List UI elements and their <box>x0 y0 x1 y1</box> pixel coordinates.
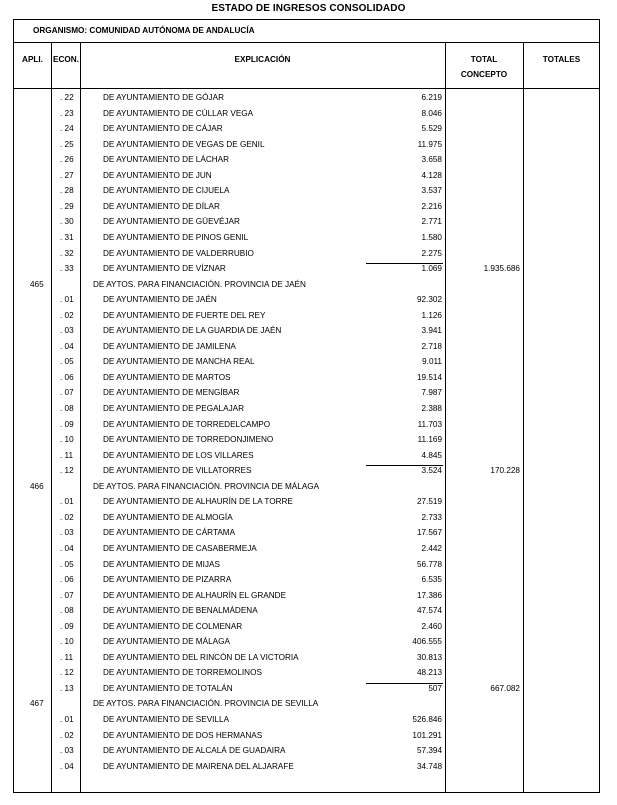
row-explicacion: DE AYUNTAMIENTO DE DOS HERMANAS <box>103 730 263 740</box>
row-econ: . 12 <box>60 668 74 678</box>
row-explicacion: DE AYUNTAMIENTO DE MIJAS <box>103 559 220 569</box>
table-row <box>0 326 617 341</box>
row-explicacion: DE AYUNTAMIENTO DE BENALMÁDENA <box>103 606 258 616</box>
table-row <box>0 653 617 668</box>
header-econ: ECON. <box>53 55 79 64</box>
table-row <box>0 513 617 528</box>
table-row <box>0 731 617 746</box>
row-amount: 5.529 <box>421 124 442 134</box>
row-explicacion: DE AYUNTAMIENTO DE MANCHA REAL <box>103 357 255 367</box>
row-explicacion: DE AYUNTAMIENTO DE GÓJAR <box>103 93 225 102</box>
row-explicacion: DE AYUNTAMIENTO DE CÚLLAR VEGA <box>103 108 254 118</box>
table-row <box>0 746 617 761</box>
row-explicacion: DE AYUNTAMIENTO DE ALCALÁ DE GUADAIRA <box>103 746 286 756</box>
row-explicacion: DE AYUNTAMIENTO DE JAÉN <box>103 295 217 305</box>
row-amount: 11.703 <box>417 419 442 429</box>
table-row <box>0 171 617 186</box>
row-amount: 9.011 <box>422 357 442 367</box>
row-amount: 2.460 <box>421 621 442 631</box>
row-econ: . 05 <box>60 559 74 569</box>
row-amount: 1.580 <box>421 232 442 242</box>
row-explicacion: DE AYUNTAMIENTO DE LÁCHAR <box>103 155 230 165</box>
row-explicacion: DE AYUNTAMIENTO DE PEGALAJAR <box>103 404 245 413</box>
row-econ: . 26 <box>60 155 74 165</box>
table-row <box>0 311 617 326</box>
row-explicacion: DE AYUNTAMIENTO DE JUN <box>103 170 212 180</box>
row-explicacion: DE AYUNTAMIENTO DE FUERTE DEL REY <box>103 310 266 320</box>
row-amount: 34.748 <box>416 761 442 771</box>
row-econ: . 08 <box>60 404 74 413</box>
table-row <box>0 373 617 388</box>
table-row <box>0 762 617 777</box>
row-explicacion: DE AYUNTAMIENTO DE VALDERRUBIO <box>103 248 254 258</box>
table-row <box>0 591 617 606</box>
table-row <box>0 622 617 637</box>
row-explicacion: DE AYUNTAMIENTO DE TOTALÁN <box>103 683 233 693</box>
row-econ: . 03 <box>60 326 74 336</box>
organismo-label: ORGANISMO: COMUNIDAD AUTÓNOMA DE ANDALUCÍA <box>33 26 255 35</box>
row-econ: . 10 <box>60 435 74 445</box>
header-totales: TOTALES <box>542 55 581 64</box>
table-row <box>0 295 617 310</box>
row-econ: . 29 <box>60 201 74 211</box>
row-explicacion: DE AYUNTAMIENTO DE COLMENAR <box>103 621 243 631</box>
table-row <box>0 155 617 170</box>
row-econ: . 09 <box>60 621 74 631</box>
row-explicacion: DE AYUNTAMIENTO DE SEVILLA <box>103 715 230 724</box>
row-explicacion: DE AYUNTAMIENTO DE TORREMOLINOS <box>103 668 262 678</box>
row-econ: . 07 <box>60 590 74 600</box>
row-econ: . 03 <box>60 528 74 538</box>
table-row <box>0 575 617 590</box>
row-explicacion: DE AYUNTAMIENTO DE MÁLAGA <box>103 637 230 647</box>
row-econ: . 04 <box>60 543 74 553</box>
table-row <box>0 637 617 652</box>
row-explicacion: DE AYUNTAMIENTO DE PIZARRA <box>103 575 232 585</box>
row-amount: 11.975 <box>417 139 442 149</box>
row-amount: 6.219 <box>421 93 442 102</box>
table-row <box>0 606 617 621</box>
row-explicacion: DE AYUNTAMIENTO DE MAIRENA DEL ALJARAFE <box>103 761 294 771</box>
row-econ: . 04 <box>60 341 74 351</box>
row-econ: . 05 <box>60 357 74 367</box>
row-econ: . 33 <box>60 264 74 274</box>
table-row <box>0 482 617 497</box>
table-row <box>0 528 617 543</box>
row-explicacion: DE AYUNTAMIENTO DE GÜEVÉJAR <box>103 217 240 227</box>
row-amount: 19.514 <box>416 372 442 382</box>
row-econ: . 11 <box>60 652 74 662</box>
row-apli: 465 <box>30 279 44 289</box>
table-row <box>0 497 617 512</box>
row-amount: 507 <box>428 683 442 693</box>
table-row <box>0 357 617 372</box>
row-econ: . 08 <box>60 606 74 616</box>
row-total-concepto: 170.228 <box>490 466 520 476</box>
table-row <box>0 420 617 435</box>
table-row <box>0 249 617 264</box>
row-amount: 1.126 <box>421 310 442 320</box>
row-econ: . 09 <box>60 419 74 429</box>
row-total-concepto: 1.935.686 <box>483 264 520 274</box>
table-row <box>0 280 617 295</box>
row-amount: 3.941 <box>421 326 442 336</box>
table-row <box>0 342 617 357</box>
row-amount: 101.291 <box>412 730 442 740</box>
row-econ: . 25 <box>60 139 74 149</box>
row-amount: 30.813 <box>416 652 442 662</box>
row-amount: 56.778 <box>416 559 442 569</box>
row-amount: 17.386 <box>416 590 442 600</box>
row-explicacion: DE AYUNTAMIENTO DE JAMILENA <box>103 341 236 351</box>
row-explicacion: DE AYUNTAMIENTO DE ALMOGÍA <box>103 512 233 522</box>
row-apli: 467 <box>30 699 44 709</box>
row-amount: 4.845 <box>421 450 442 460</box>
row-explicacion: DE AYTOS. PARA FINANCIACIÓN. PROVINCIA DE SEVILLA <box>93 699 319 709</box>
row-amount: 4.128 <box>421 170 442 180</box>
row-econ: . 01 <box>60 715 74 724</box>
row-amount: 2.216 <box>421 201 442 211</box>
row-econ: . 12 <box>60 466 74 476</box>
row-amount: 2.442 <box>421 543 442 553</box>
row-econ: . 02 <box>60 730 74 740</box>
table-row <box>0 715 617 730</box>
row-explicacion: DE AYUNTAMIENTO DE ALHAURÍN DE LA TORRE <box>103 497 293 507</box>
row-amount: 3.537 <box>421 186 442 196</box>
row-econ: . 23 <box>60 108 74 118</box>
row-amount: 2.771 <box>421 217 442 227</box>
table-row <box>0 264 617 279</box>
row-explicacion: DE AYUNTAMIENTO DE CASABERMEJA <box>103 543 257 553</box>
row-econ: . 04 <box>60 761 74 771</box>
row-econ: . 27 <box>60 170 74 180</box>
row-amount: 57.394 <box>416 746 442 756</box>
row-amount: 92.302 <box>416 295 442 305</box>
row-econ: . 02 <box>60 310 74 320</box>
row-amount: 2.388 <box>421 404 442 413</box>
table-row <box>0 668 617 683</box>
row-amount: 48.213 <box>416 668 442 678</box>
header-bottom-rule <box>13 88 600 89</box>
row-explicacion: DE AYTOS. PARA FINANCIACIÓN. PROVINCIA DE JAÉN <box>93 279 306 289</box>
row-amount: 7.987 <box>421 388 442 398</box>
subtotal-underline <box>366 465 443 466</box>
row-amount: 2.275 <box>421 248 442 258</box>
row-amount: 2.733 <box>421 512 442 522</box>
row-explicacion: DE AYUNTAMIENTO DE ALHAURÍN EL GRANDE <box>103 590 287 600</box>
row-econ: . 07 <box>60 388 74 398</box>
row-econ: . 31 <box>60 232 74 242</box>
row-explicacion: DE AYUNTAMIENTO DE MENGÍBAR <box>103 388 240 398</box>
table-row <box>0 186 617 201</box>
row-explicacion: DE AYUNTAMIENTO DE VEGAS DE GENIL <box>103 139 265 149</box>
subtotal-underline <box>366 683 443 684</box>
row-explicacion: DE AYUNTAMIENTO DE VILLATORRES <box>103 466 252 476</box>
table-row <box>0 560 617 575</box>
header-top-rule <box>13 42 600 43</box>
table-row <box>0 109 617 124</box>
row-econ: . 01 <box>60 295 74 305</box>
row-amount: 1.069 <box>421 264 442 274</box>
row-explicacion: DE AYUNTAMIENTO DE CIJUELA <box>103 186 230 196</box>
row-amount: 6.535 <box>421 575 442 585</box>
table-row <box>0 544 617 559</box>
row-amount: 11.169 <box>417 435 442 445</box>
row-econ: . 11 <box>60 450 74 460</box>
header-total-concepto-1: TOTAL <box>470 55 498 64</box>
row-explicacion: DE AYUNTAMIENTO DE MARTOS <box>103 372 231 382</box>
row-explicacion: DE AYUNTAMIENTO DE PINOS GENIL <box>103 232 249 242</box>
row-amount: 526.846 <box>412 715 442 724</box>
table-row <box>0 217 617 232</box>
row-explicacion: DE AYUNTAMIENTO DEL RINCÓN DE LA VICTORIA <box>103 652 299 662</box>
row-explicacion: DE AYUNTAMIENTO DE TORREDELCAMPO <box>103 419 271 429</box>
table-row <box>0 388 617 403</box>
row-explicacion: DE AYUNTAMIENTO DE LOS VILLARES <box>103 450 254 460</box>
table-row <box>0 451 617 466</box>
row-econ: . 03 <box>60 746 74 756</box>
row-amount: 47.574 <box>416 606 442 616</box>
row-econ: . 02 <box>60 512 74 522</box>
row-econ: . 01 <box>60 497 74 507</box>
row-amount: 8.046 <box>421 108 442 118</box>
row-explicacion: DE AYUNTAMIENTO DE CÁRTAMA <box>103 528 236 538</box>
header-explicacion: EXPLICACIÓN <box>234 55 291 64</box>
row-econ: . 06 <box>60 372 74 382</box>
table-row <box>0 684 617 699</box>
row-explicacion: DE AYUNTAMIENTO DE DÍLAR <box>103 201 220 211</box>
table-row <box>0 202 617 217</box>
table-row <box>0 124 617 139</box>
row-amount: 2.718 <box>421 341 442 351</box>
row-explicacion: DE AYTOS. PARA FINANCIACIÓN. PROVINCIA DE MÁLAGA <box>93 481 320 491</box>
table-row <box>0 404 617 419</box>
row-econ: . 28 <box>60 186 74 196</box>
row-explicacion: DE AYUNTAMIENTO DE LA GUARDIA DE JAÉN <box>103 326 282 336</box>
row-apli: 466 <box>30 481 44 491</box>
table-row <box>0 435 617 450</box>
row-econ: . 24 <box>60 124 74 134</box>
row-amount: 3.524 <box>421 466 442 476</box>
table-row <box>0 140 617 155</box>
row-econ: . 32 <box>60 248 74 258</box>
row-econ: . 06 <box>60 575 74 585</box>
table-row <box>0 699 617 714</box>
row-econ: . 30 <box>60 217 74 227</box>
row-total-concepto: 667.082 <box>490 683 520 693</box>
document-title: ESTADO DE INGRESOS CONSOLIDADO <box>211 3 406 14</box>
subtotal-underline <box>366 263 443 264</box>
row-econ: . 13 <box>60 683 74 693</box>
row-explicacion: DE AYUNTAMIENTO DE VÍZNAR <box>103 264 226 274</box>
row-econ: . 10 <box>60 637 74 647</box>
table-row <box>0 93 617 108</box>
row-amount: 406.555 <box>412 637 442 647</box>
table-row <box>0 466 617 481</box>
header-total-concepto-2: CONCEPTO <box>460 70 508 79</box>
row-explicacion: DE AYUNTAMIENTO DE CÁJAR <box>103 124 223 134</box>
header-apli: APLI. <box>22 55 43 64</box>
row-amount: 3.658 <box>421 155 442 165</box>
row-amount: 27.519 <box>416 497 442 507</box>
row-explicacion: DE AYUNTAMIENTO DE TORREDONJIMENO <box>103 435 274 445</box>
table-row <box>0 233 617 248</box>
row-amount: 17.567 <box>416 528 442 538</box>
row-econ: . 22 <box>60 93 74 102</box>
